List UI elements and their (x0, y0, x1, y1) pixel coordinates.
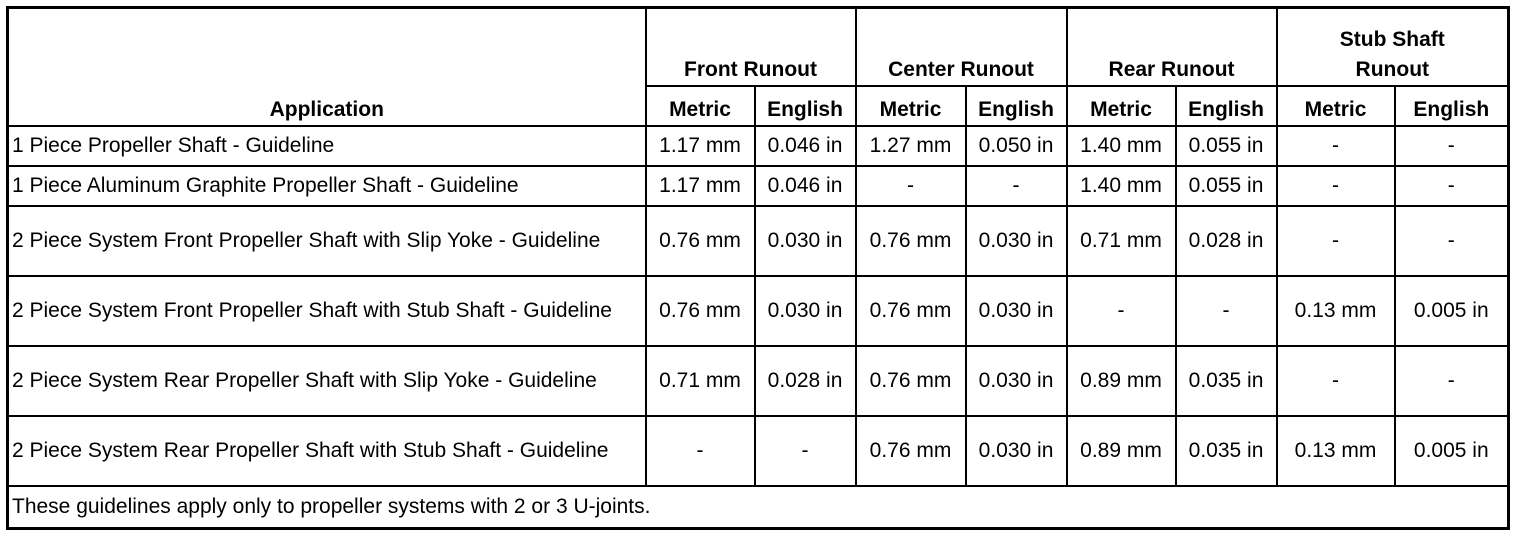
stub-english-cell: - (1395, 206, 1509, 276)
center-metric-cell: 1.27 mm (856, 126, 966, 166)
table-body (8, 126, 1509, 529)
table-row (8, 346, 1509, 416)
unit-header-front-metric: Metric (646, 86, 755, 126)
rear-metric-cell: 0.71 mm (1067, 206, 1176, 276)
stub-metric-cell: - (1277, 206, 1395, 276)
rear-english-cell: 0.028 in (1176, 206, 1277, 276)
center-english-cell: 0.030 in (966, 276, 1067, 346)
stub-english-cell: 0.005 in (1395, 416, 1509, 486)
front-metric-cell: 0.76 mm (646, 206, 755, 276)
column-group-front-runout: Front Runout (646, 8, 856, 87)
table-row (8, 276, 1509, 346)
front-english-cell: 0.028 in (755, 346, 856, 416)
stub-metric-cell: - (1277, 166, 1395, 206)
unit-header-rear-metric: Metric (1067, 86, 1176, 126)
rear-metric-cell: 1.40 mm (1067, 126, 1176, 166)
unit-header-stub-english: English (1395, 86, 1509, 126)
center-metric-cell: 0.76 mm (856, 276, 966, 346)
stub-english-cell: - (1395, 346, 1509, 416)
column-group-center-runout: Center Runout (856, 8, 1067, 87)
rear-metric-cell: 1.40 mm (1067, 166, 1176, 206)
unit-header-rear-english: English (1176, 86, 1277, 126)
front-metric-cell: 1.17 mm (646, 126, 755, 166)
stub-metric-cell: - (1277, 346, 1395, 416)
column-group-stub-shaft-runout (1277, 8, 1509, 87)
stub-metric-cell: - (1277, 126, 1395, 166)
rear-english-cell: - (1176, 276, 1277, 346)
application-cell: 2 Piece System Front Propeller Shaft with Slip Yoke - Guideline (8, 206, 646, 276)
rear-english-cell: 0.055 in (1176, 166, 1277, 206)
unit-header-center-metric: Metric (856, 86, 966, 126)
guideline-note: These guidelines apply only to propeller systems with 2 or 3 U-joints. (8, 486, 1509, 529)
center-english-cell: 0.050 in (966, 126, 1067, 166)
rear-english-cell: 0.035 in (1176, 416, 1277, 486)
application-cell: 2 Piece System Rear Propeller Shaft with Stub Shaft - Guideline (8, 416, 646, 486)
unit-header-stub-metric: Metric (1277, 86, 1395, 126)
stub-english-cell: - (1395, 126, 1509, 166)
center-english-cell: - (966, 166, 1067, 206)
rear-metric-cell: - (1067, 276, 1176, 346)
column-header-application: Application (8, 8, 646, 127)
table-row (8, 126, 1509, 166)
stub-metric-cell: 0.13 mm (1277, 416, 1395, 486)
table-footer-row (8, 486, 1509, 529)
column-group-rear-runout: Rear Runout (1067, 8, 1277, 87)
application-cell: 1 Piece Propeller Shaft - Guideline (8, 126, 646, 166)
front-english-cell: 0.046 in (755, 166, 856, 206)
center-metric-cell: 0.76 mm (856, 346, 966, 416)
application-cell: 2 Piece System Rear Propeller Shaft with Slip Yoke - Guideline (8, 346, 646, 416)
front-metric-cell: 0.76 mm (646, 276, 755, 346)
stub-english-cell: 0.005 in (1395, 276, 1509, 346)
table-row (8, 416, 1509, 486)
application-cell: 2 Piece System Front Propeller Shaft with Stub Shaft - Guideline (8, 276, 646, 346)
table-row (8, 206, 1509, 276)
unit-header-center-english: English (966, 86, 1067, 126)
table-row (8, 166, 1509, 206)
stub-metric-cell: 0.13 mm (1277, 276, 1395, 346)
runout-spec-table (6, 6, 1510, 530)
rear-metric-cell: 0.89 mm (1067, 416, 1176, 486)
center-metric-cell: - (856, 166, 966, 206)
center-english-cell: 0.030 in (966, 416, 1067, 486)
center-metric-cell: 0.76 mm (856, 416, 966, 486)
center-english-cell: 0.030 in (966, 206, 1067, 276)
column-group-stub-shaft-runout-label: Stub Shaft Runout (1339, 28, 1445, 81)
front-metric-cell: 0.71 mm (646, 346, 755, 416)
front-english-cell: 0.030 in (755, 206, 856, 276)
rear-metric-cell: 0.89 mm (1067, 346, 1176, 416)
front-english-cell: - (755, 416, 856, 486)
front-english-cell: 0.046 in (755, 126, 856, 166)
rear-english-cell: 0.055 in (1176, 126, 1277, 166)
front-english-cell: 0.030 in (755, 276, 856, 346)
application-cell: 1 Piece Aluminum Graphite Propeller Shaft - Guideline (8, 166, 646, 206)
front-metric-cell: 1.17 mm (646, 166, 755, 206)
unit-header-front-english: English (755, 86, 856, 126)
front-metric-cell: - (646, 416, 755, 486)
center-english-cell: 0.030 in (966, 346, 1067, 416)
stub-english-cell: - (1395, 166, 1509, 206)
table-header (8, 8, 1509, 127)
rear-english-cell: 0.035 in (1176, 346, 1277, 416)
center-metric-cell: 0.76 mm (856, 206, 966, 276)
